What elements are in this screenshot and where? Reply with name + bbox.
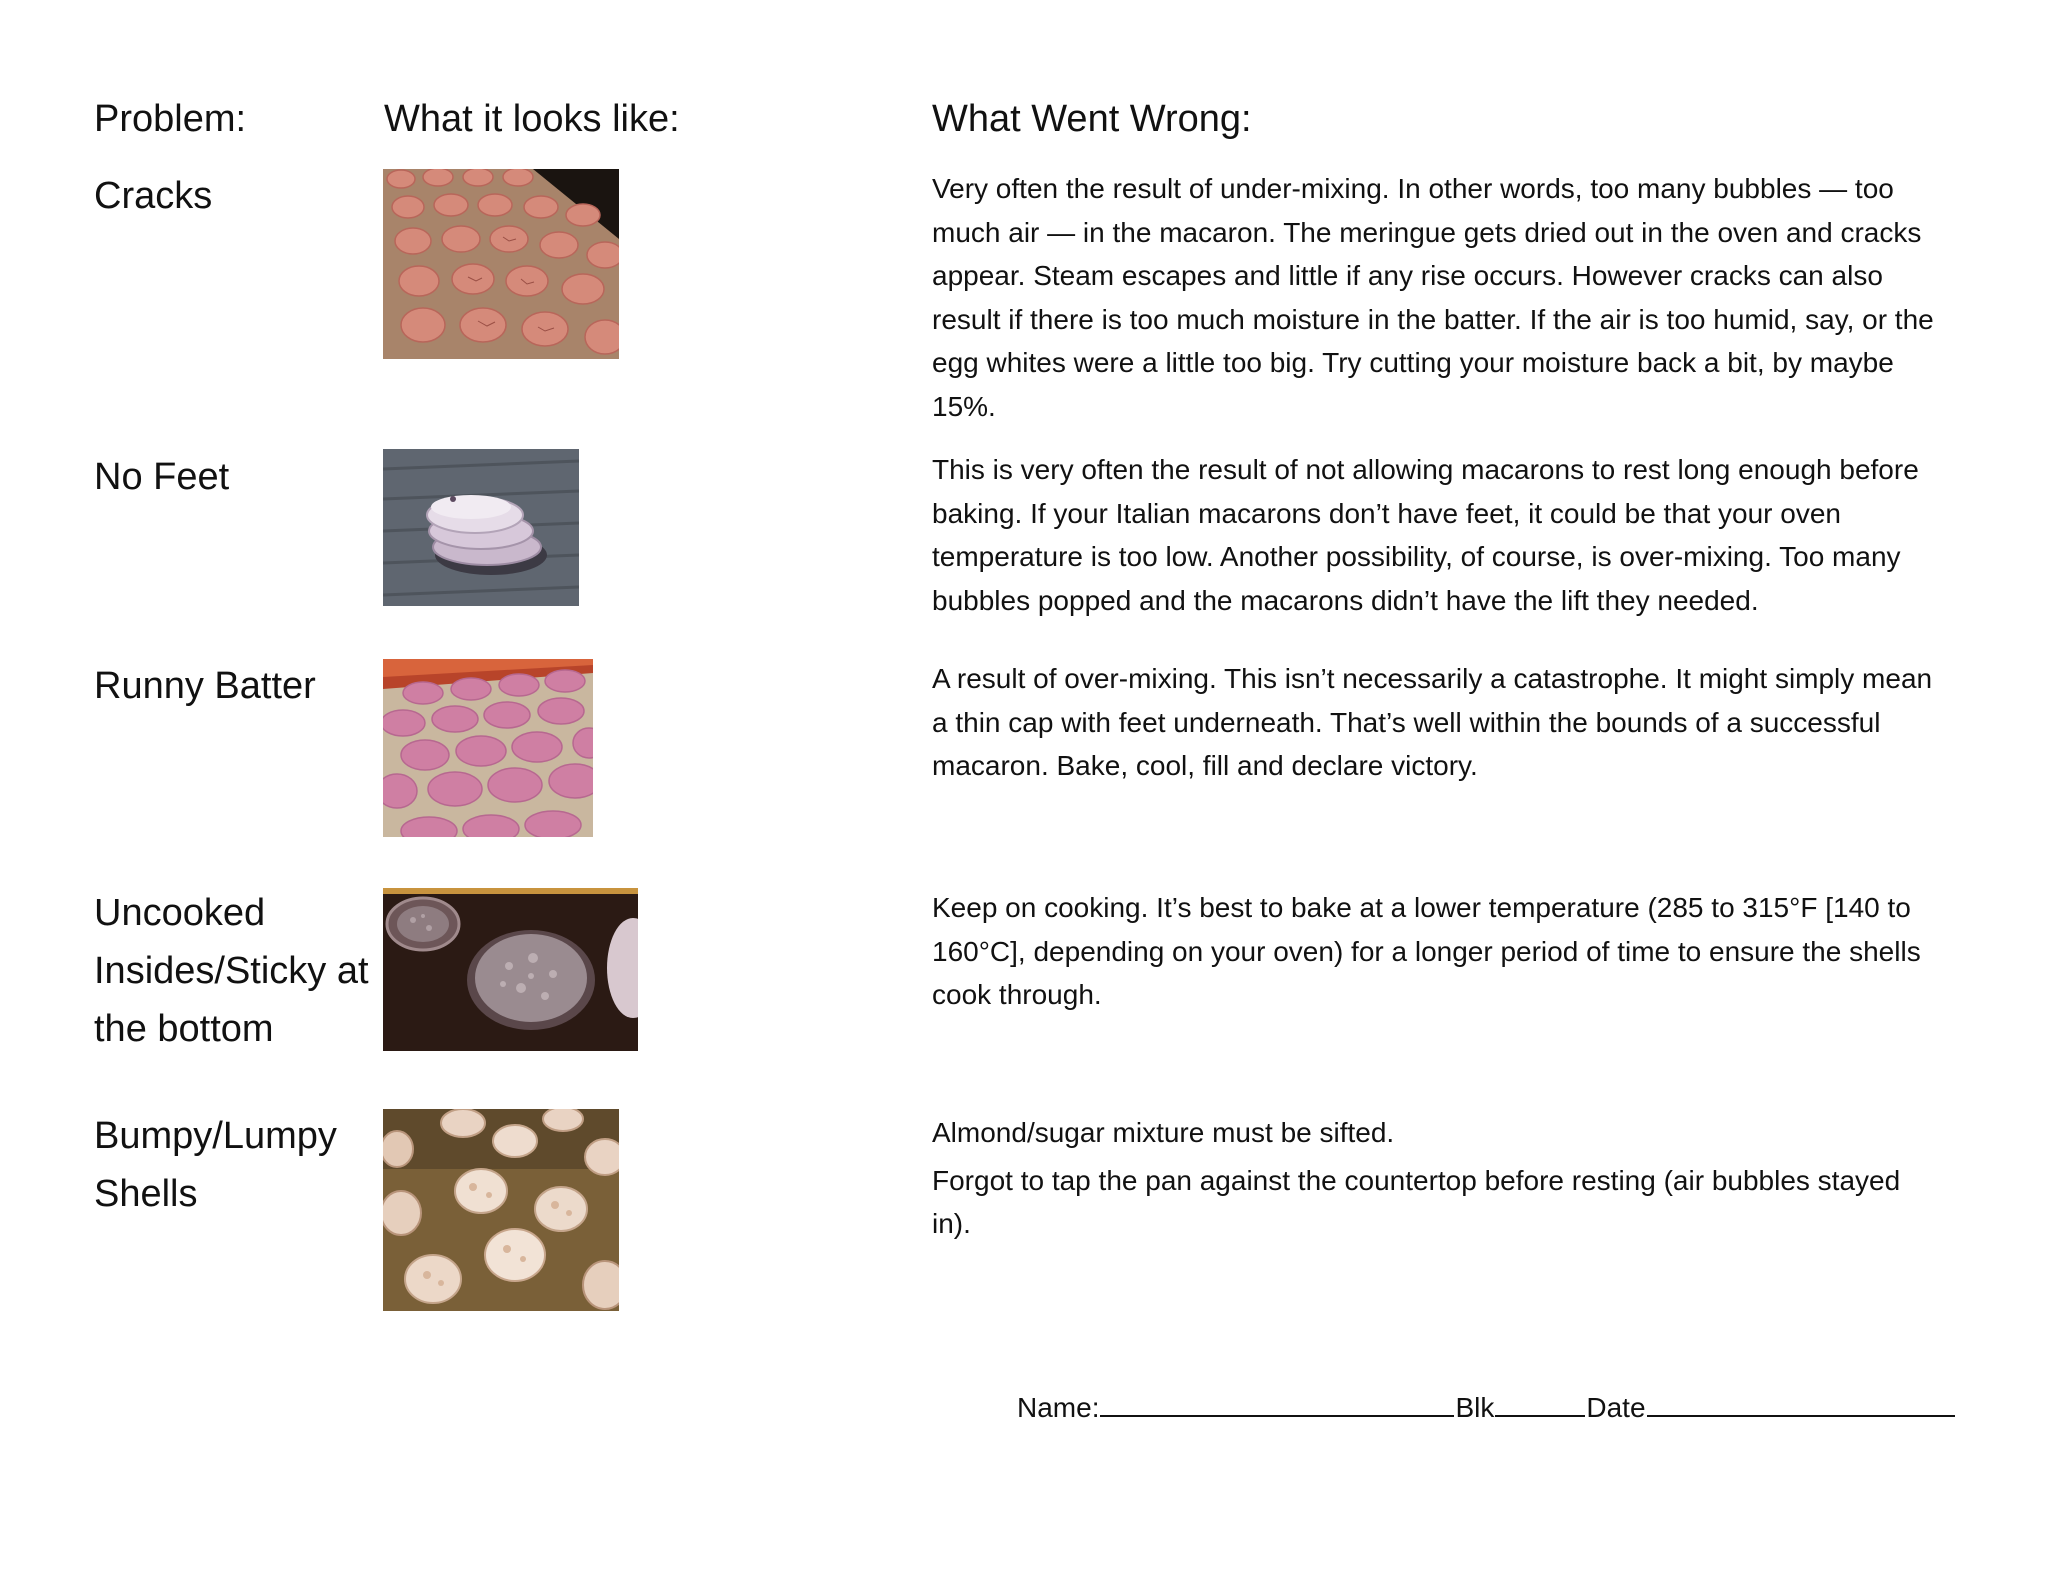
lumpy-shells-photo bbox=[383, 1109, 619, 1311]
description-paragraph: A result of over-mixing. This isn’t necessarily a catastrophe. It might simply mean a thin cap with feet underneath. That’s well within the bounds of a successful macaron. Bake, cool, fill and declare victory. bbox=[932, 663, 1933, 781]
wrong-column-header: What Went Wrong: bbox=[932, 98, 1252, 140]
description-uncooked-insides bbox=[932, 886, 1942, 1017]
description-paragraph: Very often the result of under-mixing. In other words, too many bubbles — too much air — in the macaron. The meringue gets dried out in the oven and cracks appear. Steam escapes and little if any rise occurs. However cracks can also result if there is too much moisture in the batter. If the air is too humid, say, or the egg whites were a little too big. Try cutting your moisture back a bit, by maybe 15%. bbox=[932, 173, 1934, 422]
runny-batter-photo bbox=[383, 659, 593, 837]
description-paragraph: Forgot to tap the pan against the countertop before resting (air bubbles stayed in). bbox=[932, 1164, 1901, 1239]
description-paragraph: This is very often the result of not allowing macarons to rest long enough before baking. If your Italian macarons don’t have feet, it could be that your oven temperature is too low. Another possibility, of course, is over-mixing. Too many bubbles popped and the macarons didn’t have the lift they needed. bbox=[932, 454, 1919, 616]
problem-label-no-feet: No Feet bbox=[94, 456, 230, 498]
description-paragraph: Keep on cooking. It’s best to bake at a lower temperature (285 to 315°F [140 to 160°C], depending on your oven) for a longer period of time to ensure the shells cook through. bbox=[932, 892, 1921, 1010]
looks-column-header: What it looks like: bbox=[384, 98, 680, 140]
sticky-bottoms-photo bbox=[383, 888, 638, 1051]
problem-column-header: Problem: bbox=[94, 98, 247, 140]
student-info-line bbox=[1017, 1389, 1956, 1426]
cracked-macarons-photo bbox=[383, 169, 619, 359]
problem-label-bumpy-shells: Bumpy/Lumpy Shells bbox=[94, 1115, 337, 1215]
description-runny-batter bbox=[932, 657, 1942, 788]
blk-label: Blk bbox=[1455, 1392, 1495, 1423]
name-label: Name: bbox=[1017, 1392, 1100, 1423]
description-no-feet bbox=[932, 448, 1942, 622]
name-blank-field[interactable] bbox=[1100, 1389, 1454, 1417]
description-cracks bbox=[932, 167, 1942, 428]
problem-label-runny-batter: Runny Batter bbox=[94, 665, 316, 707]
problem-label-uncooked-insides: Uncooked Insides/Sticky at the bottom bbox=[94, 892, 369, 1050]
flat-macarons-photo bbox=[383, 449, 579, 606]
blk-blank-field[interactable] bbox=[1495, 1389, 1585, 1417]
date-label: Date bbox=[1586, 1392, 1646, 1423]
description-paragraph: Almond/sugar mixture must be sifted. bbox=[932, 1117, 1395, 1148]
problem-label-cracks: Cracks bbox=[94, 175, 213, 217]
description-bumpy-shells bbox=[932, 1111, 1942, 1246]
date-blank-field[interactable] bbox=[1647, 1389, 1955, 1417]
